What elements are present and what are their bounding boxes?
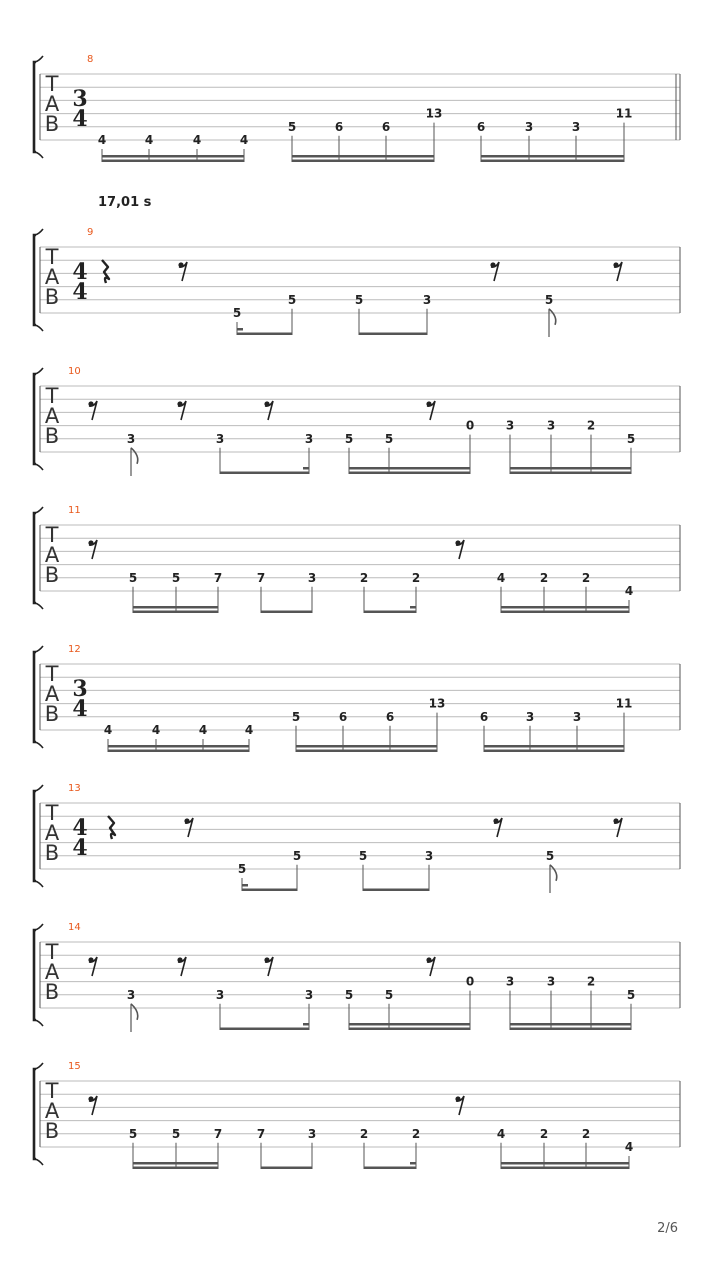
measure-number: 15 <box>68 1061 81 1072</box>
fret-number: 6 <box>381 119 391 134</box>
page-number: 2/6 <box>657 1221 678 1236</box>
fret-number: 4 <box>192 133 202 147</box>
fret-number: 11 <box>615 106 633 121</box>
tab-clef-letter: B <box>44 1119 60 1143</box>
beam-group <box>359 849 433 891</box>
beam-group <box>257 1127 316 1169</box>
fret-number: 4 <box>239 133 249 147</box>
tab-clef-letter: T <box>45 72 59 96</box>
beam-stub <box>410 606 416 609</box>
beam-primary <box>102 160 244 163</box>
fret-number: 4 <box>198 723 208 737</box>
system-bracket <box>34 513 36 603</box>
fret-number: 7 <box>213 1126 223 1141</box>
beam-primary <box>349 1028 470 1031</box>
beam-primary <box>133 1167 218 1170</box>
beam-group <box>104 723 253 752</box>
fret-number: 3 <box>546 974 556 989</box>
tab-clef-letter: T <box>45 940 59 964</box>
beam-group <box>129 571 222 613</box>
time-signature-digit: 3 <box>72 86 88 112</box>
tab-system-10 <box>34 366 680 476</box>
beam-primary <box>363 889 429 892</box>
fret-number: 5 <box>287 292 297 307</box>
time-signature-digit: 4 <box>72 835 88 861</box>
tab-clef-letter: A <box>44 92 60 116</box>
fret-number: 4 <box>496 1126 506 1141</box>
fret-number: 5 <box>384 431 394 446</box>
bracket-hooks <box>35 507 43 609</box>
tab-clef-letter: T <box>45 1079 59 1103</box>
system-bracket <box>34 930 36 1020</box>
beam-group <box>497 1127 633 1169</box>
beam-group <box>480 697 633 752</box>
measure-number: 12 <box>68 644 81 655</box>
beam-group <box>360 571 420 613</box>
time-signature-digit: 4 <box>72 106 88 132</box>
measure-number: 9 <box>87 227 94 238</box>
system-bracket <box>34 235 36 325</box>
bracket-hooks <box>35 924 43 1026</box>
tab-clef-letter: A <box>44 404 60 428</box>
tab-system-11 <box>34 505 680 613</box>
beam-stub <box>237 328 243 331</box>
fret-number: 5 <box>128 570 138 585</box>
beam-secondary <box>133 606 218 609</box>
beam-primary <box>484 750 624 753</box>
tab-clef-letter: A <box>44 1099 60 1123</box>
system-bracket <box>34 791 36 881</box>
fret-number: 3 <box>215 987 225 1002</box>
tab-clef-letter: T <box>45 523 59 547</box>
fret-number: 3 <box>524 119 534 134</box>
fret-number: 4 <box>97 133 107 147</box>
tab-clef-letter: A <box>44 821 60 845</box>
fret-number: 5 <box>384 987 394 1002</box>
fret-number: 5 <box>171 1126 181 1141</box>
measure-number: 10 <box>68 366 81 377</box>
bracket-hooks <box>35 1063 43 1165</box>
beam-group <box>292 697 446 752</box>
fret-number: 5 <box>344 431 354 446</box>
fret-number: 3 <box>505 974 515 989</box>
beam-group <box>238 849 301 891</box>
beam-secondary <box>481 155 624 158</box>
fret-number: 3 <box>126 987 136 1002</box>
beam-primary <box>296 750 437 753</box>
fret-number: 3 <box>424 848 434 863</box>
fret-number: 5 <box>128 1126 138 1141</box>
fret-number: 2 <box>581 1126 591 1141</box>
time-signature-digit: 4 <box>72 279 88 305</box>
beam-group <box>288 107 443 162</box>
beam-group <box>98 133 248 162</box>
beam-secondary <box>292 155 434 158</box>
tab-clef-letter: A <box>44 960 60 984</box>
time-signature-digit: 3 <box>72 676 88 702</box>
fret-number: 2 <box>586 974 596 989</box>
bracket-hooks <box>35 785 43 887</box>
beam-secondary <box>510 1023 631 1026</box>
beam-stub <box>303 1023 309 1026</box>
beam-secondary <box>501 606 629 609</box>
system-bracket <box>34 374 36 464</box>
tab-clef-letter: A <box>44 682 60 706</box>
fret-number: 4 <box>624 584 634 598</box>
fret-number: 3 <box>572 709 582 724</box>
fret-number: 5 <box>544 292 554 307</box>
time-signature-digit: 4 <box>72 815 88 841</box>
time-signature-digit: 4 <box>72 259 88 285</box>
fret-number: 6 <box>479 709 489 724</box>
tab-clef-letter: B <box>44 285 60 309</box>
fret-number: 3 <box>304 987 314 1002</box>
fret-number: 3 <box>307 1126 317 1141</box>
note-flag <box>549 309 556 325</box>
fret-number: 3 <box>215 431 225 446</box>
fret-number: 5 <box>344 987 354 1002</box>
beam-primary <box>292 160 434 163</box>
fret-number: 5 <box>626 987 636 1002</box>
fret-number: 6 <box>338 709 348 724</box>
fret-number: 5 <box>287 119 297 134</box>
beam-primary <box>237 333 292 336</box>
tab-clef-letter: T <box>45 245 59 269</box>
beam-primary <box>359 333 427 336</box>
tab-clef-letter: T <box>45 662 59 686</box>
fret-number: 7 <box>213 570 223 585</box>
quarter-rest <box>102 260 109 283</box>
fret-number: 3 <box>505 418 515 433</box>
fret-number: 2 <box>359 570 369 585</box>
fret-number: 6 <box>385 709 395 724</box>
fret-number: 2 <box>539 570 549 585</box>
fret-number: 4 <box>244 723 254 737</box>
fret-number: 4 <box>624 1140 634 1154</box>
fret-number: 4 <box>496 570 506 585</box>
fret-number: 7 <box>256 570 266 585</box>
beam-secondary <box>501 1162 629 1165</box>
tab-clef-letter: A <box>44 543 60 567</box>
fret-number: 5 <box>171 570 181 585</box>
beam-group <box>355 293 431 335</box>
beam-group <box>233 293 296 335</box>
tab-clef-letter: B <box>44 112 60 136</box>
fret-number: 4 <box>151 723 161 737</box>
tab-clef-letter: B <box>44 841 60 865</box>
beam-primary <box>510 1028 631 1031</box>
beam-group <box>216 988 313 1030</box>
fret-number: 2 <box>411 570 421 585</box>
beam-secondary <box>296 745 437 748</box>
system-bracket <box>34 62 36 152</box>
fret-number: 5 <box>237 862 247 876</box>
tab-system-13 <box>34 783 680 893</box>
fret-number: 3 <box>304 431 314 446</box>
beam-primary <box>261 611 312 614</box>
fret-number: 6 <box>334 119 344 134</box>
beam-primary <box>133 611 218 614</box>
beam-primary <box>501 611 629 614</box>
beam-group <box>345 419 474 474</box>
tab-clef-letter: B <box>44 563 60 587</box>
beam-secondary <box>349 1023 470 1026</box>
beam-group <box>506 419 635 474</box>
tab-system-9 <box>34 227 680 337</box>
fret-number: 2 <box>586 418 596 433</box>
system-bracket <box>34 652 36 742</box>
fret-number: 3 <box>422 292 432 307</box>
quarter-rest <box>108 816 115 839</box>
tab-clef-letter: B <box>44 702 60 726</box>
tab-clef-letter: B <box>44 980 60 1004</box>
fret-number: 2 <box>581 570 591 585</box>
fret-number: 4 <box>144 133 154 147</box>
fret-number: 5 <box>545 848 555 863</box>
beam-primary <box>220 472 309 475</box>
fret-number: 3 <box>307 570 317 585</box>
beam-stub <box>303 467 309 470</box>
tab-system-8 <box>34 54 680 162</box>
fret-number: 5 <box>354 292 364 307</box>
fret-number: 6 <box>476 119 486 134</box>
measure-number: 8 <box>87 54 94 65</box>
fret-number: 5 <box>291 709 301 724</box>
system-bracket <box>34 1069 36 1159</box>
fret-number: 0 <box>465 418 475 433</box>
note-flag <box>131 1004 138 1020</box>
beam-group <box>129 1127 222 1169</box>
tab-clef-letter: T <box>45 384 59 408</box>
beam-primary <box>261 1167 312 1170</box>
beam-secondary <box>484 745 624 748</box>
beam-secondary <box>510 467 631 470</box>
tab-system-14 <box>34 922 680 1032</box>
fret-number: 11 <box>615 696 633 711</box>
tab-clef-letter: A <box>44 265 60 289</box>
fret-number: 7 <box>256 1126 266 1141</box>
time-signature-digit: 4 <box>72 696 88 722</box>
tab-clef-letter: T <box>45 801 59 825</box>
bracket-hooks <box>35 229 43 331</box>
beam-primary <box>242 889 297 892</box>
tab-clef-letter: B <box>44 424 60 448</box>
beam-secondary <box>133 1162 218 1165</box>
beam-stub <box>242 884 248 887</box>
beam-primary <box>108 750 249 753</box>
fret-number: 3 <box>126 431 136 446</box>
tab-system-15 <box>34 1061 680 1169</box>
beam-group <box>360 1127 420 1169</box>
measure-number: 14 <box>68 922 81 933</box>
tempo-marker: 17,01 s <box>98 195 152 210</box>
fret-number: 3 <box>571 119 581 134</box>
fret-number: 5 <box>232 306 242 320</box>
fret-number: 2 <box>359 1126 369 1141</box>
fret-number: 3 <box>525 709 535 724</box>
beam-group <box>257 571 316 613</box>
beam-secondary <box>349 467 470 470</box>
fret-number: 3 <box>546 418 556 433</box>
note-flag <box>550 865 557 881</box>
bracket-hooks <box>35 368 43 470</box>
measure-number: 13 <box>68 783 81 794</box>
beam-group <box>477 107 633 162</box>
measure-number: 11 <box>68 505 81 516</box>
note-flag <box>131 448 138 464</box>
fret-number: 5 <box>358 848 368 863</box>
beam-primary <box>481 160 624 163</box>
beam-primary <box>364 1167 416 1170</box>
beam-group <box>216 432 313 474</box>
fret-number: 4 <box>103 723 113 737</box>
beam-primary <box>220 1028 309 1031</box>
fret-number: 2 <box>539 1126 549 1141</box>
beam-primary <box>349 472 470 475</box>
beam-stub <box>410 1162 416 1165</box>
beam-group <box>497 571 633 613</box>
beam-primary <box>364 611 416 614</box>
fret-number: 5 <box>626 431 636 446</box>
tab-system-12 <box>34 644 680 752</box>
fret-number: 13 <box>425 106 443 121</box>
bracket-hooks <box>35 646 43 748</box>
fret-number: 0 <box>465 974 475 989</box>
beam-group <box>345 975 474 1030</box>
bracket-hooks <box>35 56 43 158</box>
fret-number: 13 <box>428 696 446 711</box>
fret-number: 2 <box>411 1126 421 1141</box>
beam-group <box>506 975 635 1030</box>
beam-primary <box>510 472 631 475</box>
fret-number: 5 <box>292 848 302 863</box>
beam-secondary <box>108 745 249 748</box>
beam-primary <box>501 1167 629 1170</box>
beam-secondary <box>102 155 244 158</box>
